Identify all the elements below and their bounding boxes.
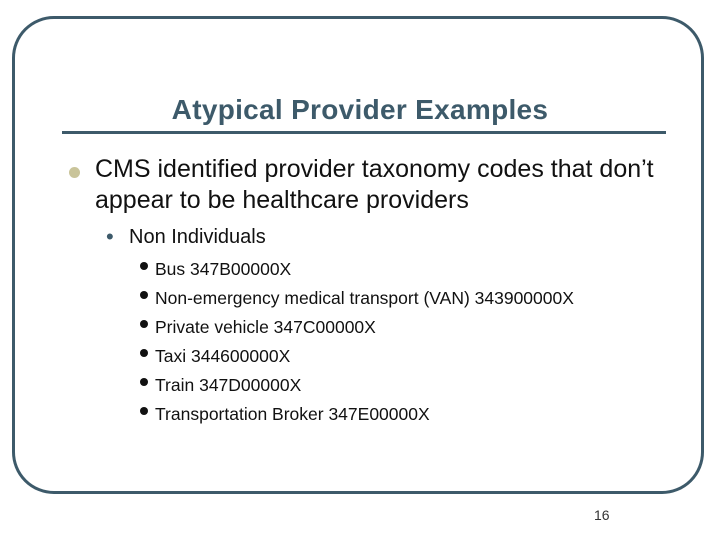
list-item-text: Transportation Broker 347E00000X (155, 404, 430, 424)
bullet-dot-icon (69, 167, 80, 178)
list-item (140, 400, 574, 429)
bullet-dot-icon (140, 349, 148, 357)
bullet-level1-text: CMS identified provider taxonomy codes that don’t appear to be healthcare providers (95, 155, 654, 214)
list-item (140, 371, 574, 400)
bullet-dot-icon (140, 320, 148, 328)
list-item (140, 284, 574, 313)
list-item-text: Private vehicle 347C00000X (155, 317, 376, 337)
list-item-text: Taxi 344600000X (155, 346, 291, 366)
bullet-level3-list (140, 255, 574, 429)
slide-title: Atypical Provider Examples (171, 94, 549, 125)
list-item-text: Train 347D00000X (155, 375, 302, 395)
bullet-dot-icon (140, 291, 148, 299)
list-item-text: Non-emergency medical transport (VAN) 343900000X (155, 288, 574, 308)
list-item (140, 342, 574, 371)
list-item (140, 255, 574, 284)
bullet-dot-icon (140, 378, 148, 386)
bullet-dot-icon (140, 262, 148, 270)
list-item (140, 313, 574, 342)
bullet-level2-text: Non Individuals (129, 226, 266, 248)
title-underline (62, 131, 666, 134)
bullet-dot-icon (140, 407, 148, 415)
list-item-text: Bus 347B00000X (155, 259, 292, 279)
page-number: 16 (594, 507, 610, 523)
bullet-dot-icon: • (106, 224, 114, 249)
